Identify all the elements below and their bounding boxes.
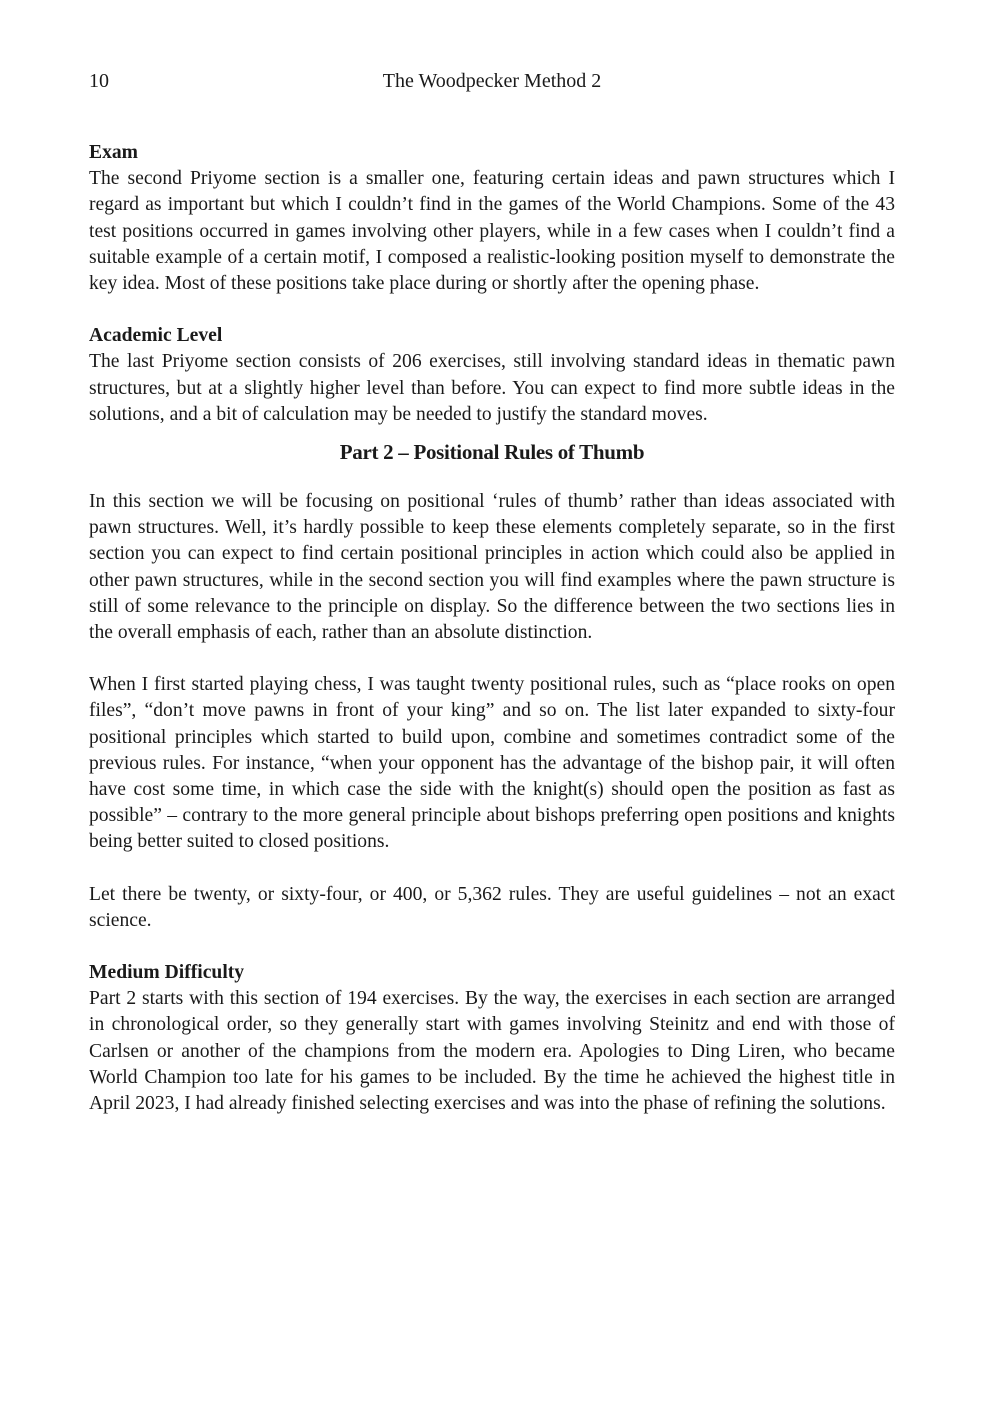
part-heading: Part 2 – Positional Rules of Thumb — [339, 440, 645, 465]
paragraph-part2-guidelines: Let there be twenty, or sixty-four, or 400, or 5,362 rules. They are useful guidelines – not an exact science. — [89, 883, 895, 931]
paragraph-academic-level: The last Priyome section consists of 206 exercises, still involving standard ideas in thematic pawn structures, but at a slightly higher level than before. You can expect to find more subtle ideas in the solutions, and a bit of calculation may be needed to justify the standard moves. — [89, 351, 895, 425]
spacer — [89, 934, 895, 960]
spacer — [89, 646, 895, 672]
page-number: 10 — [89, 70, 109, 92]
page-content — [89, 140, 895, 1117]
paragraph-part2-rules: When I first started playing chess, I was taught twenty positional rules, such as “place rooks on open files”, “don’t move pawns in front of your king” and so on. The list later expanded to sixty-four positional principles which started to build upon, combine and sometimes contradict some of the previous rules. For instance, “when your opponent has the advantage of the bishop pair, it will often have cost some time, in which case the side with the knight(s) should open the position as fast as possible” – contrary to the more general principle about bishops preferring open positions and knights being better suited to closed positions. — [89, 674, 895, 853]
spacer — [89, 297, 895, 323]
spacer — [89, 466, 895, 489]
paragraph-part2-intro: In this section we will be focusing on positional ‘rules of thumb’ rather than ideas associated with pawn structures. Well, it’s hardly possible to keep these elements completely separate, so in the first section you can expect to find certain positional principles in action which could also be applied in other pawn structures, while in the second section you will find examples where the pawn structure is still of some relevance to the principle on display. So the difference between the two sections lies in the overall emphasis of each, rather than an absolute distinction. — [89, 491, 895, 644]
paragraph-medium-difficulty: Part 2 starts with this section of 194 exercises. By the way, the exercises in each section are arranged in chronological order, so they generally start with games involving Steinitz and end with those of Carlsen or another of the champions from the modern era. Apologies to Ding Liren, who became World Champion too late for his games to be included. By the time he achieved the highest title in April 2023, I had already finished selecting exercises and was into the phase of refining the solutions. — [89, 988, 895, 1115]
section-heading-exam: Exam — [89, 142, 138, 163]
running-head — [89, 70, 895, 100]
paragraph-exam: The second Priyome section is a smaller one, featuring certain ideas and pawn structures which I regard as important but which I couldn’t find in the games of the World Champions. Some of the 43 test positions occurred in games involving other players, while in a few cases when I couldn’t find a suitable example of a certain motif, I composed a realistic-looking position myself to demonstrate the key idea. Most of these positions take place during or shortly after the opening phase. — [89, 168, 895, 295]
spacer — [89, 856, 895, 882]
section-heading-academic-level: Academic Level — [89, 325, 223, 347]
book-title: The Woodpecker Method 2 — [382, 70, 602, 92]
section-heading-medium-difficulty: Medium Difficulty — [89, 962, 245, 984]
